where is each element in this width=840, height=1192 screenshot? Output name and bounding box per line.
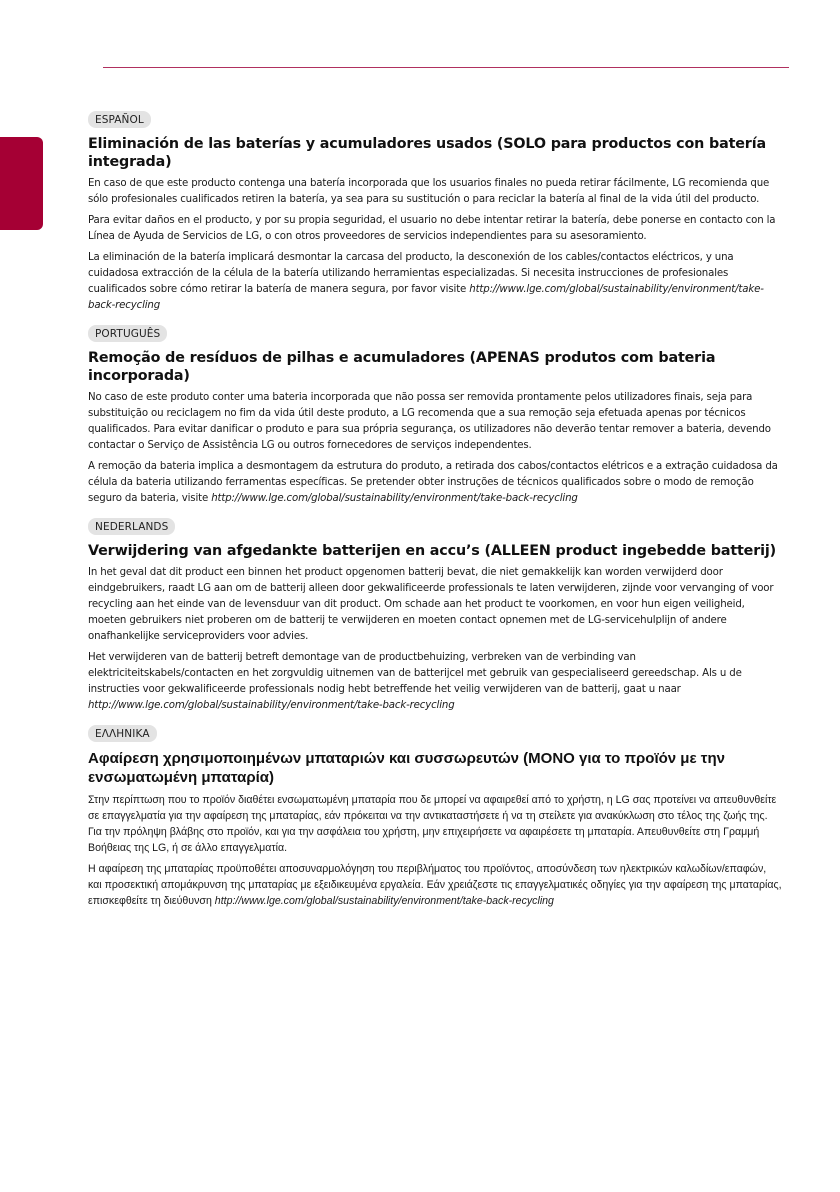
paragraph: No caso de este produto conter uma bateria incorporada que não possa ser removida prontamente pelos utilizadores finais, seja para substituição ou reciclagem no fim da vida útil deste produto, a LG recomenda que a sua remoção seja efetuada apenas por técnicos qualificados. Para evitar danificar o produto e para sua própria segurança, os utilizadores não deverão tentar remover a bateria, devendo contactar o Serviço de Assistência LG ou outros fornecedores de serviços independentes. [88,392,771,451]
paragraph-text: La eliminación de la batería implicará desmontar la carcasa del producto, la desconexión de los cables/contactos eléctricos, y una cuidadosa extracción de la célula de la batería utilizando herramientas especializadas. Si necesita instrucciones de profesionales cualificados sobre cómo retirar la batería de manera segura, por favor visite [88,252,734,295]
paragraph-text: Η αφαίρεση της μπαταρίας προϋποθέτει αποσυναρμολόγηση του περιβλήματος του προϊόντος, αποσύνδεση των ηλεκτρικών καλωδίων/επαφών, και προσεκτική απομάκρυνση της μπαταρίας με εξειδικευμένα εργαλεία. Εάν χρειάζεστε τις επαγγελματικές οδηγίες για την αφαίρεση της μπαταρίας, επισκεφθείτε τη διεύθυνση [88,863,782,907]
section-heading: Eliminación de las baterías y acumuladores usados (SOLO para productos con batería integrada) [88,136,766,170]
paragraph [88,861,782,909]
section-espanol [88,108,782,314]
language-side-tab [0,137,43,230]
paragraph [88,459,782,507]
section-heading: Remoção de resíduos de pilhas e acumuladores (APENAS produtos com bateria incorporada) [88,350,716,384]
recycling-link[interactable]: http://www.lge.com/global/sustainability/environment/take-back-recycling [211,493,578,504]
paragraph: Para evitar daños en el producto, y por su propia seguridad, el usuario no debe intentar retirar la batería, debe ponerse en contacto con la Línea de Ayuda de Servicios de LG, o con otros proveedores de servicios independientes para su asesoramiento. [88,215,776,242]
section-heading: Αφαίρεση χρησιμοποιημένων μπαταριών και συσσωρευτών (ΜΟΝΟ για το προϊόν με την ενσωματωμένη μπαταρία) [88,750,725,786]
paragraph-text: Het verwijderen van de batterij betreft demontage van de productbehuizing, verbreken van de verbinding van elektriciteitskabels/contacten en het zorgvuldig uitnemen van de batterijcel met gebruik van gespecialiseerd gereedschap. Als u de instructies voor gekwalificeerde professionals nodig hebt betreffende het veilig verwijderen van de batterij, gaat u naar [88,652,742,695]
section-nederlands [88,515,782,714]
paragraph [88,250,782,314]
paragraph: In het geval dat dit product een binnen het product opgenomen batterij bevat, die niet gemakkelijk kan worden verwijderd door eindgebruikers, raadt LG aan om de batterij alleen door gekwalificeerde professionals te laten verwijderen, zijnde voor vervanging of voor recycling aan het einde van de levensduur van dit product. Om schade aan het product te voorkomen, en voor hun eigen veiligheid, moeten gebruikers niet proberen om de batterij te verwijderen en moeten contact opnemen met de LG-servicehulplijn of andere onafhankelijke serviceproviders voor advies. [88,567,774,642]
language-badge: NEDERLANDS [88,518,175,535]
header-rule [103,67,789,68]
recycling-link[interactable]: http://www.lge.com/global/sustainability/environment/take-back-recycling [88,284,764,311]
language-badge: ΕΛΛΗΝΙΚΑ [88,725,157,742]
section-heading: Verwijdering van afgedankte batterijen en accu’s (ALLEEN product ingebedde batterij) [88,543,777,559]
recycling-link[interactable]: http://www.lge.com/global/sustainability/environment/take-back-recycling [88,700,455,711]
section-ellinika [88,722,782,909]
language-badge: PORTUGUÊS [88,325,167,342]
document-body [88,108,782,917]
paragraph: En caso de que este producto contenga una batería incorporada que los usuarios finales no pueda retirar fácilmente, LG recomienda que sólo profesionales cualificados retiren la batería, ya sea para su sustitución o para reciclar la batería al final de la vida útil del producto. [88,178,770,205]
recycling-link[interactable]: http://www.lge.com/global/sustainability/environment/take-back-recycling [214,895,554,907]
paragraph [88,650,782,714]
language-badge: ESPAÑOL [88,111,151,128]
paragraph-text: A remoção da bateria implica a desmontagem da estrutura do produto, a retirada dos cabos/contactos elétricos e a extração cuidadosa da célula da bateria utilizando ferramentas específicas. Se pretender obter instruções de técnicos qualificados sobre o modo de remoção seguro da bateria, visite [88,461,778,504]
paragraph: Στην περίπτωση που το προϊόν διαθέτει ενσωματωμένη μπαταρία που δε μπορεί να αφαιρεθεί από το χρήστη, η LG σας προτείνει να απευθυνθείτε σε επαγγελματία για την αφαίρεση της μπαταρίας, εάν πρόκειται να την αντικαταστήσετε ή να τη στείλετε για ανακύκλωση στο τέλος της ζωής της. Για την πρόληψη βλάβης στο προϊόν, και για την ασφάλεια του χρήστη, μην επιχειρήσετε να αφαιρέσετε τη μπαταρία. Απευθυνθείτε στη Γραμμή Βοήθειας της LG, ή σε άλλο επαγγελματία. [88,794,777,854]
section-portugues [88,322,782,507]
